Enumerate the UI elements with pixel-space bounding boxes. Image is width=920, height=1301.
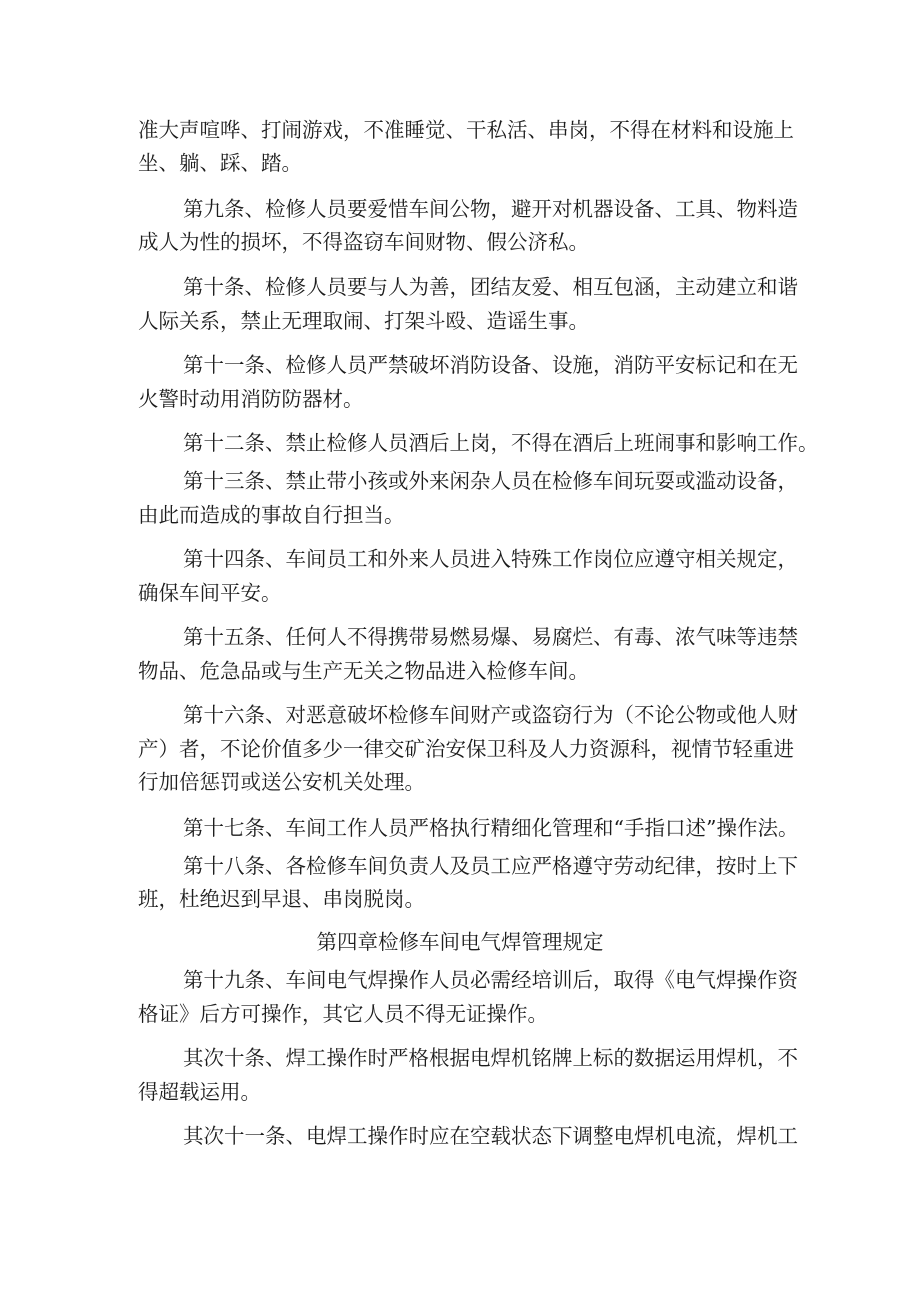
article-15-line: 第十五条、任何人不得携带易燃易爆、易腐烂、有毒、浓气味等违禁: [183, 625, 798, 649]
article-16-line: 产）者，不论价值多少一律交矿治安保卫科及人力资源科，视情节轻重进: [138, 737, 794, 761]
article-15-line: 物品、危急品或与生产无关之物品进入检修车间。: [138, 659, 589, 683]
article-16-line: 行加倍惩罚或送公安机关处理。: [138, 770, 425, 794]
article-12-line: 第十二条、禁止检修人员酒后上岗，不得在酒后上班闹事和影响工作。: [183, 431, 819, 455]
article-18-line: 班，杜绝迟到早退、串岗脱岗。: [138, 887, 425, 911]
article-14-line: 第十四条、车间员工和外来人员进入特殊工作岗位应遵守相关规定，: [183, 547, 798, 571]
article-10-line: 人际关系，禁止无理取闹、打架斗殴、造谣生事。: [138, 309, 589, 333]
article-16-line: 第十六条、对恶意破坏检修车间财产或盗窃行为（不论公物或他人财: [183, 703, 798, 727]
article-19-line: 第十九条、车间电气焊操作人员必需经培训后，取得《电气焊操作资: [183, 968, 798, 992]
article-20-line: 其次十条、焊工操作时严格根据电焊机铭牌上标的数据运用焊机，不: [183, 1046, 798, 1070]
article-10-line: 第十条、检修人员要与人为善，团结友爱、相互包涵，主动建立和谐: [183, 275, 798, 299]
article-13-line: 由此而造成的事故自行担当。: [138, 503, 405, 527]
paragraph-line: 准大声喧哗、打闹游戏，不准睡觉、干私活、串岗，不得在材料和设施上: [138, 118, 794, 142]
article-14-line: 确保车间平安。: [138, 581, 282, 605]
article-9-line: 成人为性的损坏，不得盗窃车间财物、假公济私。: [138, 230, 589, 254]
article-17-line: 第十七条、车间工作人员严格执行精细化管理和“手指口述”操作法。: [183, 816, 799, 840]
article-20-line: 得超载运用。: [138, 1080, 261, 1104]
article-18-line: 第十八条、各检修车间负责人及员工应严格遵守劳动纪律，按时上下: [183, 854, 798, 878]
article-21-line: 其次十一条、电焊工操作时应在空载状态下调整电焊机电流，焊机工: [183, 1124, 798, 1148]
article-11-line: 火警时动用消防防器材。: [138, 387, 364, 411]
article-13-line: 第十三条、禁止带小孩或外来闲杂人员在检修车间玩耍或滥动设备，: [183, 469, 798, 493]
article-11-line: 第十一条、检修人员严禁破坏消防设备、设施，消防平安标记和在无: [183, 353, 798, 377]
chapter-heading: 第四章检修车间电气焊管理规定: [316, 930, 604, 954]
article-9-line: 第九条、检修人员要爱惜车间公物，避开对机器设备、工具、物料造: [183, 197, 798, 221]
article-19-line: 格证》后方可操作，其它人员不得无证操作。: [138, 1002, 548, 1026]
paragraph-line: 坐、躺、踩、踏。: [138, 151, 302, 175]
